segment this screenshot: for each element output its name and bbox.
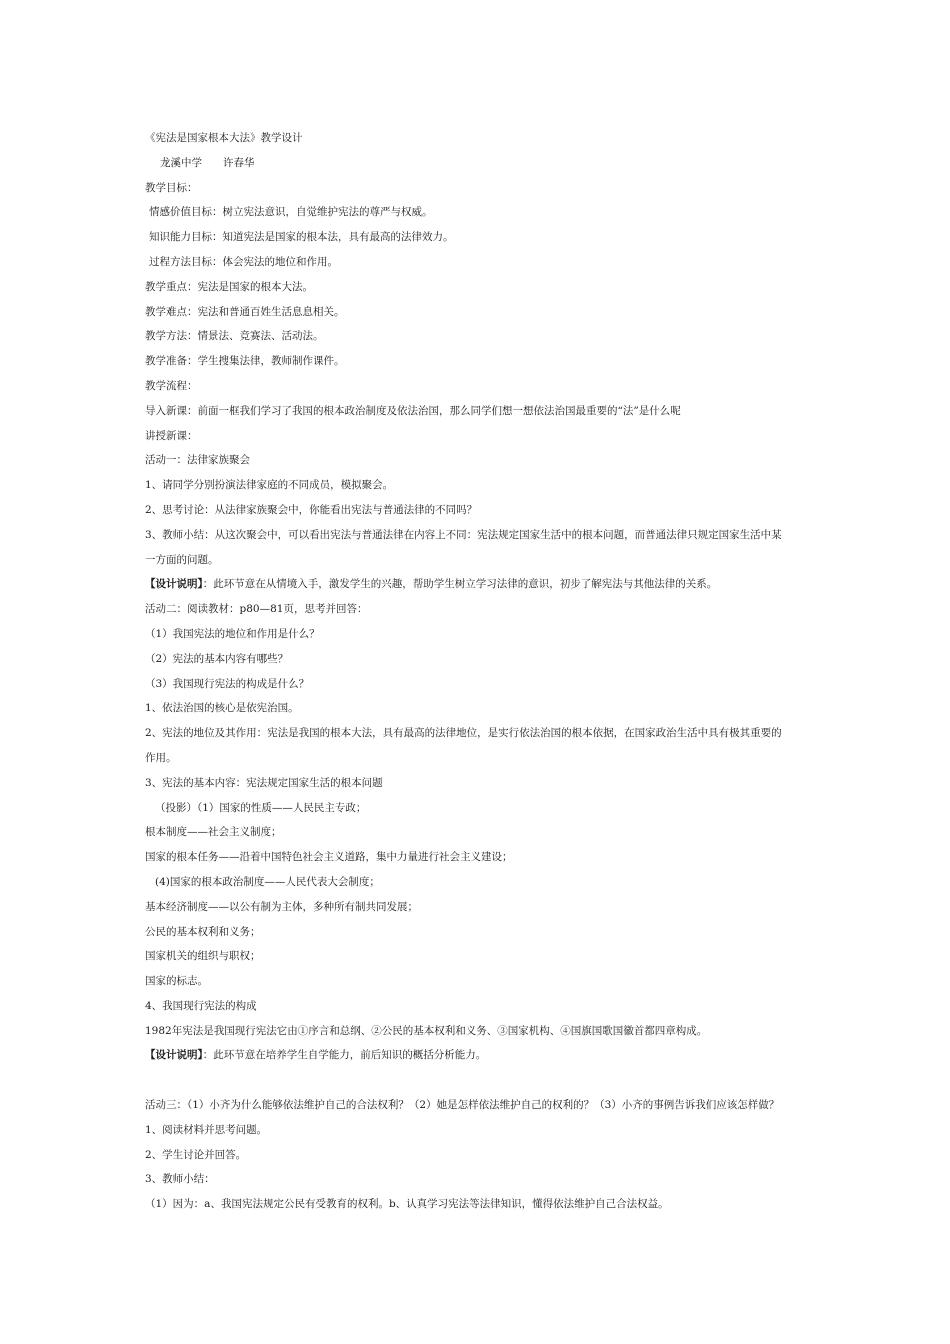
- design-note-text: ：此环节意在从情境入手，激发学生的兴趣，帮助学生树立学习法律的意识，初步了解宪法与其他法律的关系。: [202, 578, 718, 591]
- difficulty: 教学难点：宪法和普通百姓生活息息相关。: [145, 305, 345, 318]
- activity2-question: （2）宪法的基本内容有哪些？: [145, 652, 289, 665]
- activity2-answer-continued: 作用。: [145, 751, 177, 764]
- blank-line: [145, 1068, 815, 1093]
- design-note-label: 【设计说明】: [145, 1049, 203, 1062]
- activity3-step: 3、教师小结：: [145, 1173, 215, 1186]
- constitution-content-item: 基本经济制度——以公有制为主体，多种所有制共同发展；: [145, 900, 418, 913]
- constitution-content-item: 公民的基本权利和义务；: [145, 925, 261, 938]
- activity3-title: 活动三：（1）小齐为什么能够依法维护自己的合法权利？（2）她是怎样依法维护自己的权利的？（3）小齐的事例告诉我们应该怎样做？: [145, 1099, 780, 1112]
- activity3-step: 2、学生讨论并回答。: [145, 1148, 247, 1161]
- activity3-step: 1、阅读材料并思考问题。: [145, 1123, 268, 1136]
- teaching-method: 教学方法：情景法、竞赛法、活动法。: [145, 330, 324, 343]
- teaching-preparation: 教学准备：学生搜集法律，教师制作课件。: [145, 355, 345, 368]
- intro-paragraph: 导入新课：前面一框我们学习了我国的根本政治制度及依法治国，那么同学们想一想依法治国最重要的“法”是什么呢: [145, 404, 681, 417]
- lecture-heading: 讲授新课：: [145, 429, 198, 442]
- activity2-design-note: [145, 1043, 815, 1068]
- activity1-step: 2、思考讨论：从法律家族聚会中，你能看出宪法与普通法律的不同吗？: [145, 503, 478, 516]
- author-line: 龙溪中学 许春华: [160, 156, 255, 169]
- constitution-content-item: 国家机关的组织与职权；: [145, 950, 261, 963]
- activity1-summary: 3、教师小结：从这次聚会中，可以看出宪法与普通法律在内容上不同：宪法规定国家生活中的根本问题，而普通法律只规定国家生活中某: [145, 528, 782, 541]
- activity2-answer: 1、依法治国的核心是依宪治国。: [145, 702, 299, 715]
- objective-item: 知识能力目标：知道宪法是国家的根本法，具有最高的法律效力。: [149, 231, 454, 244]
- activity2-answer: 2、宪法的地位及其作用：宪法是我国的根本大法，具有最高的法律地位，是实行依法治国的根本依据，在国家政治生活中具有极其重要的: [145, 727, 782, 740]
- constitution-content-item: 国家的根本任务——沿着中国特色社会主义道路，集中力量进行社会主义建设；: [145, 851, 513, 864]
- activity2-answer: 3、宪法的基本内容：宪法规定国家生活的根本问题: [145, 776, 383, 789]
- constitution-content-item: （投影）（1）国家的性质——人民民主专政；: [155, 801, 367, 814]
- activity2-title: 活动二：阅读教材：p80—81页，思考并回答：: [145, 603, 368, 616]
- activity3-summary: （1）因为：a、我国宪法规定公民有受教育的权利。b、认真学习宪法等法律知识，懂得依法维护自己合法权益。: [145, 1198, 669, 1211]
- activity2-answer-detail: 1982年宪法是我国现行宪法它由①序言和总纲、②公民的基本权利和义务、③国家机构、④国旗国歌国徽首都四章构成。: [145, 1024, 708, 1037]
- activity2-question: （3）我国现行宪法的构成是什么？: [145, 677, 310, 690]
- activity1-design-note: [145, 572, 815, 597]
- constitution-content-item: 根本制度——社会主义制度；: [145, 826, 282, 839]
- design-note-text: ：此环节意在培养学生自学能力，前后知识的概括分析能力。: [202, 1049, 487, 1062]
- activity1-step: 1、请同学分别扮演法律家庭的不同成员，模拟聚会。: [145, 479, 394, 492]
- flow-heading: 教学流程：: [145, 379, 198, 392]
- constitution-content-item: 国家的标志。: [145, 975, 208, 988]
- design-note-label: 【设计说明】: [145, 578, 203, 591]
- key-point: 教学重点：宪法是国家的根本大法。: [145, 280, 313, 293]
- objective-item: 过程方法目标：体会宪法的地位和作用。: [149, 255, 338, 268]
- activity1-title: 活动一：法律家族聚会: [145, 454, 250, 467]
- objectives-heading: 教学目标：: [145, 181, 198, 194]
- constitution-content-item: (4)国家的根本政治制度——人民代表大会制度；: [155, 875, 380, 888]
- document-title: 《宪法是国家根本大法》教学设计: [145, 132, 303, 144]
- activity1-summary-continued: 一方面的问题。: [145, 553, 219, 566]
- objective-item: 情感价值目标：树立宪法意识，自觉维护宪法的尊严与权威。: [149, 206, 433, 219]
- document-page: [145, 126, 815, 1217]
- activity2-question: （1）我国宪法的地位和作用是什么？: [145, 627, 320, 640]
- activity2-answer: 4、我国现行宪法的构成: [145, 999, 257, 1012]
